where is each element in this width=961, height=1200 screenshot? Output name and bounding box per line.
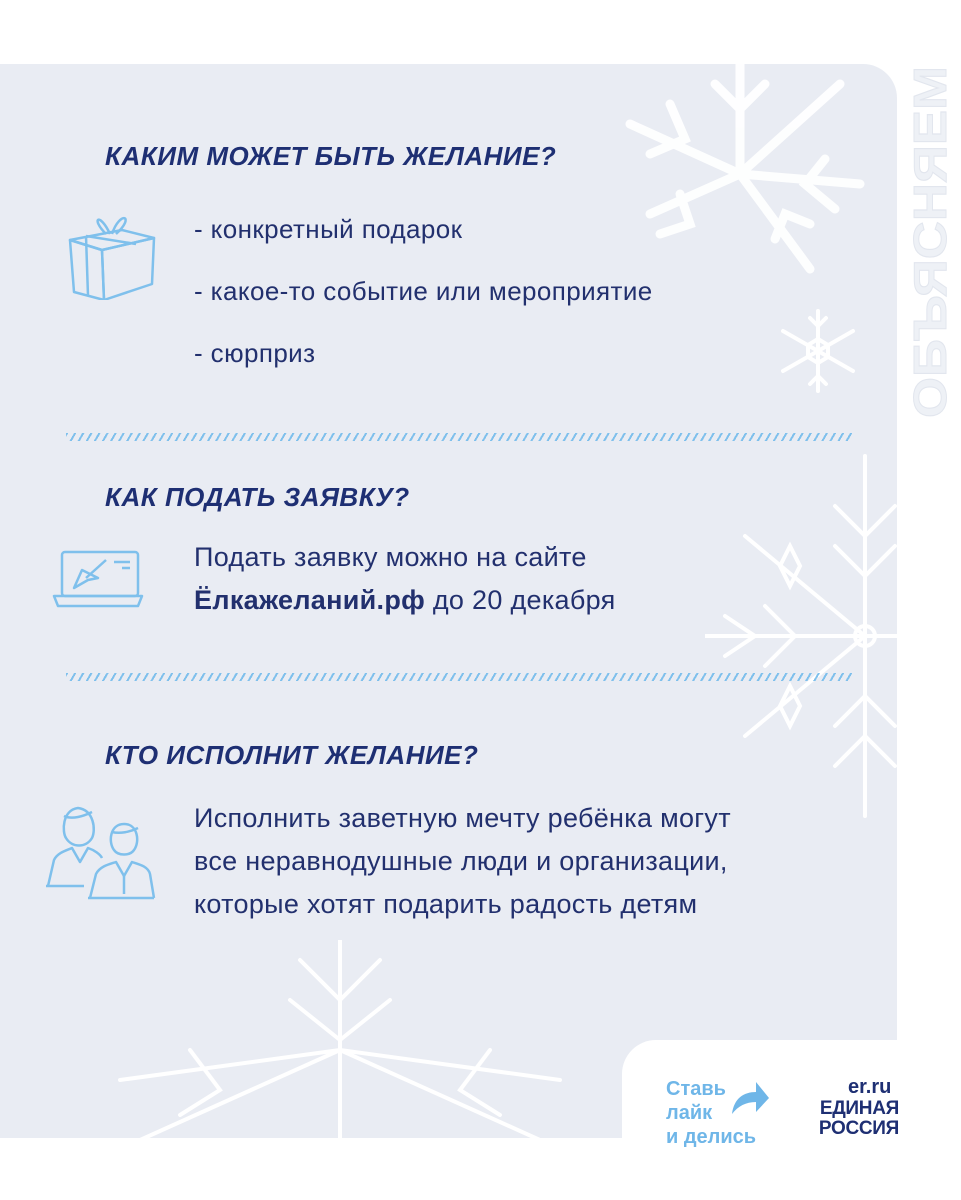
wish-item-surprise: - сюрприз xyxy=(194,338,316,368)
apply-line-1: Подать заявку можно на сайте xyxy=(194,542,587,572)
laptop-cursor-icon xyxy=(52,548,144,612)
snowflake-large-top-icon xyxy=(610,64,870,284)
brand-line-2: РОССИЯ xyxy=(818,1118,899,1139)
share-line-2: лайк xyxy=(666,1102,713,1124)
people-icon xyxy=(44,802,156,900)
site-link[interactable]: Ёлкажеланий.рф xyxy=(194,585,426,615)
wish-item-gift: - конкретный подарок xyxy=(194,214,463,244)
divider-1 xyxy=(66,433,852,441)
share-line-3: и делись xyxy=(666,1126,757,1148)
who-line-2: все неравнодушные люди и организации, xyxy=(194,846,728,876)
share-arrow-icon[interactable] xyxy=(730,1080,770,1116)
side-label-text: ОБЪЯСНЯЕМ xyxy=(904,111,956,418)
apply-line-2 xyxy=(194,579,616,622)
snowflake-small-icon xyxy=(773,306,863,396)
section-title-apply: КАК ПОДАТЬ ЗАЯВКУ? xyxy=(105,482,410,512)
brand-logo xyxy=(805,1099,899,1139)
wish-item-event: - какое-то событие или мероприятие xyxy=(194,276,653,306)
content-card xyxy=(0,64,897,1138)
deadline-text: до 20 декабря xyxy=(425,585,616,615)
snowflake-right-icon xyxy=(705,446,897,826)
share-line-1: Ставь xyxy=(666,1078,726,1100)
brand-url[interactable]: er.ru xyxy=(848,1076,892,1098)
brand-line-1: ЕДИНАЯ xyxy=(819,1098,899,1119)
snowflake-bottom-icon xyxy=(100,940,580,1138)
divider-2 xyxy=(66,673,852,681)
who-line-1: Исполнить заветную мечту ребёнка могут xyxy=(194,803,731,833)
section-title-wish: КАКИМ МОЖЕТ БЫТЬ ЖЕЛАНИЕ? xyxy=(105,141,557,171)
side-label xyxy=(904,60,958,430)
gift-box-icon xyxy=(62,204,158,300)
who-line-3: которые хотят подарить радость детям xyxy=(194,889,698,919)
section-title-who: КТО ИСПОЛНИТ ЖЕЛАНИЕ? xyxy=(105,740,479,770)
